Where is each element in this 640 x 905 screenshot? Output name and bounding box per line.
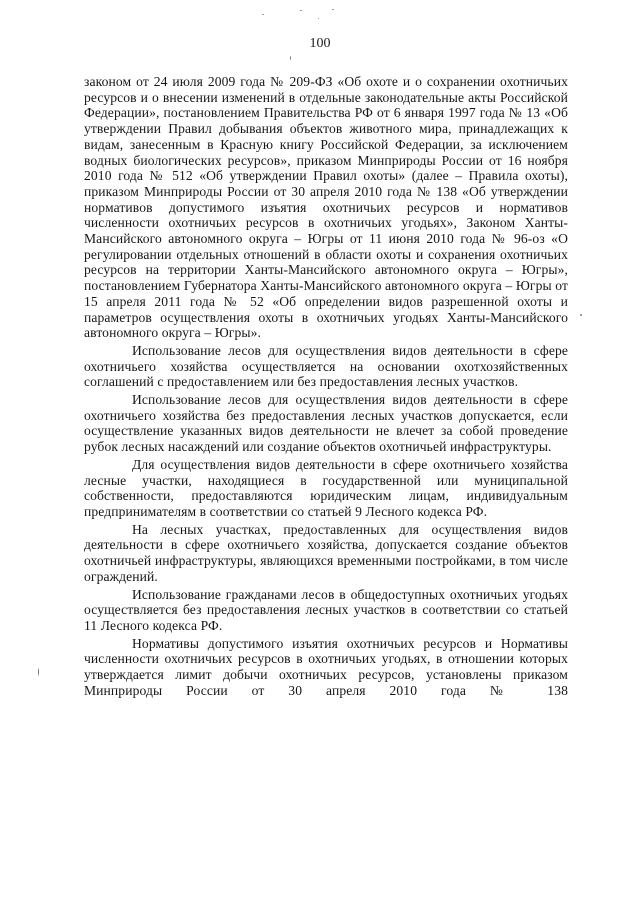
scan-speck — [300, 10, 302, 11]
paragraph: законом от 24 июля 2009 года № 209-ФЗ «Об охоте и о сохранении охотничьих ресурсов и о внесении изменений в отдельные законодательные акты Российской Федерации», постановлением Правительства РФ от 6 января 1997 года № 13 «Об утверждении Правил добывания объектов животного мира, принадлежащих к видам, занесенным в Красную книгу Российской Федерации, за исключением водных биологических ресурсов», приказом Минприроды России от 16 ноября 2010 года № 512 «Об утверждении Правил охоты» (далее – Правила охоты), приказом Минприроды России от 30 апреля 2010 года № 138 «Об утверждении нормативов допустимого изъятия охотничьих ресурсов и нормативов численности охотничьих ресурсов в охотничьих угодьях», Законом Ханты-Мансийского автономного округа – Югры от 11 июня 2010 года № 96-оз «О регулировании отдельных отношений в области охоты и сохранения охотничьих ресурсов на территории Ханты-Мансийского автономного округа – Югры», постановлением Губернатора Ханты-Мансийского автономного округа – Югры от 15 апреля 2011 года № 52 «Об определении видов разрешенной охоты и параметров осуществления охоты в охотничьих угодьях Ханты-Мансийского автономного округа – Югры». — [84, 74, 568, 341]
scan-speck — [318, 18, 319, 19]
paragraph: Нормативы допустимого изъятия охотничьих ресурсов и Нормативы численности охотничьих ресурсов в охотничьих угодьях, в отношении которых утверждается лимит добычи охотничьих ресурсов, установлены приказом Минприроды России от 30 апреля 2010 года № 138 — [84, 635, 568, 698]
paragraph: На лесных участках, предоставленных для осуществления видов деятельности в сфере охотничьего хозяйства, допускается создание объектов охотничьей инфраструктуры, являющихся временными постройками, в том числе ограждений. — [84, 521, 568, 584]
scan-speck — [580, 314, 582, 316]
paragraph: Для осуществления видов деятельности в сфере охотничьего хозяйства лесные участки, находящиеся в государственной или муниципальной собственности, предоставляются юридическим лицам, индивидуальным предпринимателям в соответствии со статьей 9 Лесного кодекса РФ. — [84, 456, 568, 519]
scan-speck — [38, 668, 39, 676]
document-body — [84, 74, 568, 698]
scan-speck — [290, 56, 291, 60]
scan-speck — [262, 14, 264, 15]
paragraph: Использование лесов для осуществления видов деятельности в сфере охотничьего хозяйства осуществляется на основании охотхозяйственных соглашений с предоставлением или без предоставления лесных участков. — [84, 342, 568, 390]
paragraph: Использование гражданами лесов в общедоступных охотничьих угодьях осуществляется без предоставления лесных участков в соответствии со статьей 11 Лесного кодекса РФ. — [84, 586, 568, 633]
paragraph: Использование лесов для осуществления видов деятельности в сфере охотничьего хозяйства без предоставления лесных участков допускается, если осуществление указанных видов деятельности не влечет за собой проведение рубок лесных насаждений или создание объектов охотничьей инфраструктуры. — [84, 392, 568, 455]
scan-speck — [332, 9, 334, 10]
page-number: 100 — [309, 36, 331, 51]
